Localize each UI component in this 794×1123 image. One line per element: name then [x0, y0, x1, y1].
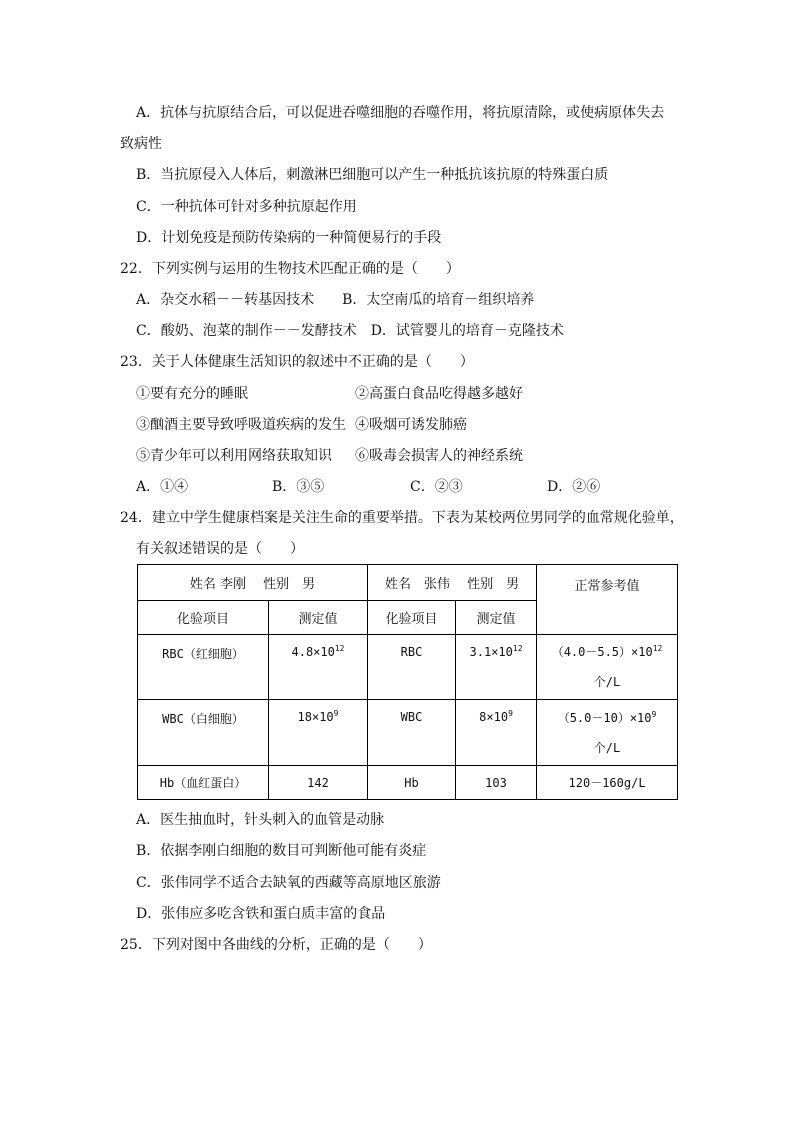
- q23-option-c: C．②③: [410, 479, 463, 495]
- q24-stem-line2: 有关叙述错误的是（ ）: [136, 541, 304, 557]
- q22-stem: 22．下列实例与运用的生物技术匹配正确的是（ ）: [120, 261, 460, 277]
- q24-option-c: C．张伟同学不适合去缺氧的西藏等高原地区旅游: [136, 875, 441, 891]
- q22-options-ab: A．杂交水稻－－转基因技术 B．太空南瓜的培育－组织培养: [136, 292, 535, 308]
- q22-options-cd: C．酸奶、泡菜的制作－－发酵技术 D．试管婴儿的培育－克隆技术: [136, 323, 564, 339]
- q21-option-a-line2: 致病性: [120, 136, 162, 152]
- table-row-rbc-item-2: RBC: [368, 635, 456, 700]
- table-row-hb-item-1: Hb（血红蛋白）: [138, 766, 269, 800]
- blood-test-table: [137, 564, 678, 800]
- q23-item-6: ⑥吸毒会损害人的神经系统: [355, 448, 523, 464]
- q23-option-b: B．③⑤: [272, 479, 325, 495]
- table-row-wbc-value-2: $8\times 10^9$: [456, 700, 537, 766]
- q23-stem: 23．关于人体健康生活知识的叙述中不正确的是（ ）: [120, 354, 474, 370]
- q24-stem-line1: 24．建立中学生健康档案是关注生命的重要举措。下表为某校两位男同学的血常规化验单，: [120, 510, 684, 526]
- q23-option-d: D．②⑥: [547, 479, 601, 495]
- table-row-hb-value-1: 142: [269, 766, 368, 800]
- q21-option-c: C．一种抗体可针对多种抗原起作用: [136, 199, 357, 215]
- table-col-item-1: 化验项目: [138, 601, 269, 635]
- table-row-rbc-value-2: $3.1\times 10^{12}$: [456, 635, 537, 700]
- q23-item-3: ③酗酒主要导致呼吸道疾病的发生: [136, 417, 346, 433]
- table-header-ligang: 姓名 李刚 性别 男: [138, 565, 368, 601]
- table-row-wbc-item-2: WBC: [368, 700, 456, 766]
- q21-option-d: D．计划免疫是预防传染病的一种简便易行的手段: [136, 230, 442, 246]
- table-row-hb-value-2: 103: [456, 766, 537, 800]
- q23-item-1: ①要有充分的睡眠: [136, 386, 248, 402]
- table-col-value-1: 测定值: [269, 601, 368, 635]
- q25-stem: 25．下列对图中各曲线的分析，正确的是（ ）: [120, 937, 432, 953]
- q21-option-a-line1: A．抗体与抗原结合后，可以促进吞噬细胞的吞噬作用，将抗原清除，或使病原体失去: [136, 105, 665, 121]
- table-row-wbc-value-1: $18\times 10^9$: [269, 700, 368, 766]
- q23-item-5: ⑤青少年可以利用网络获取知识: [136, 448, 332, 464]
- q23-item-2: ②高蛋白食品吃得越多越好: [355, 386, 523, 402]
- q24-option-b: B．依据李刚白细胞的数目可判断他可能有炎症: [136, 843, 427, 859]
- table-col-item-2: 化验项目: [368, 601, 456, 635]
- table-col-value-2: 测定值: [456, 601, 537, 635]
- table-row-hb-reference: 120－160g/L: [537, 766, 678, 800]
- table-row-wbc-reference: $(5.0-10)\times 10^9$ 个/L: [537, 700, 678, 766]
- table-row-rbc-value-1: $4.8\times 10^{12}$: [269, 635, 368, 700]
- q23-option-a: A．①④: [136, 479, 189, 495]
- q24-option-d: D．张伟应多吃含铁和蛋白质丰富的食品: [136, 906, 386, 922]
- table-header-reference: 正常参考值: [537, 565, 678, 635]
- table-row-wbc-item-1: WBC（白细胞）: [138, 700, 269, 766]
- q23-item-4: ④吸烟可诱发肺癌: [355, 417, 467, 433]
- q21-option-b: B．当抗原侵入人体后，刺激淋巴细胞可以产生一种抵抗该抗原的特殊蛋白质: [136, 167, 609, 183]
- table-header-zhangwei: 姓名 张伟 性别 男: [368, 565, 537, 601]
- table-row-rbc-reference: $(4.0-5.5)\times 10^{12}$ 个/L: [537, 635, 678, 700]
- q24-option-a: A．医生抽血时，针头刺入的血管是动脉: [136, 812, 385, 828]
- table-row-rbc-item-1: RBC（红细胞）: [138, 635, 269, 700]
- table-row-hb-item-2: Hb: [368, 766, 456, 800]
